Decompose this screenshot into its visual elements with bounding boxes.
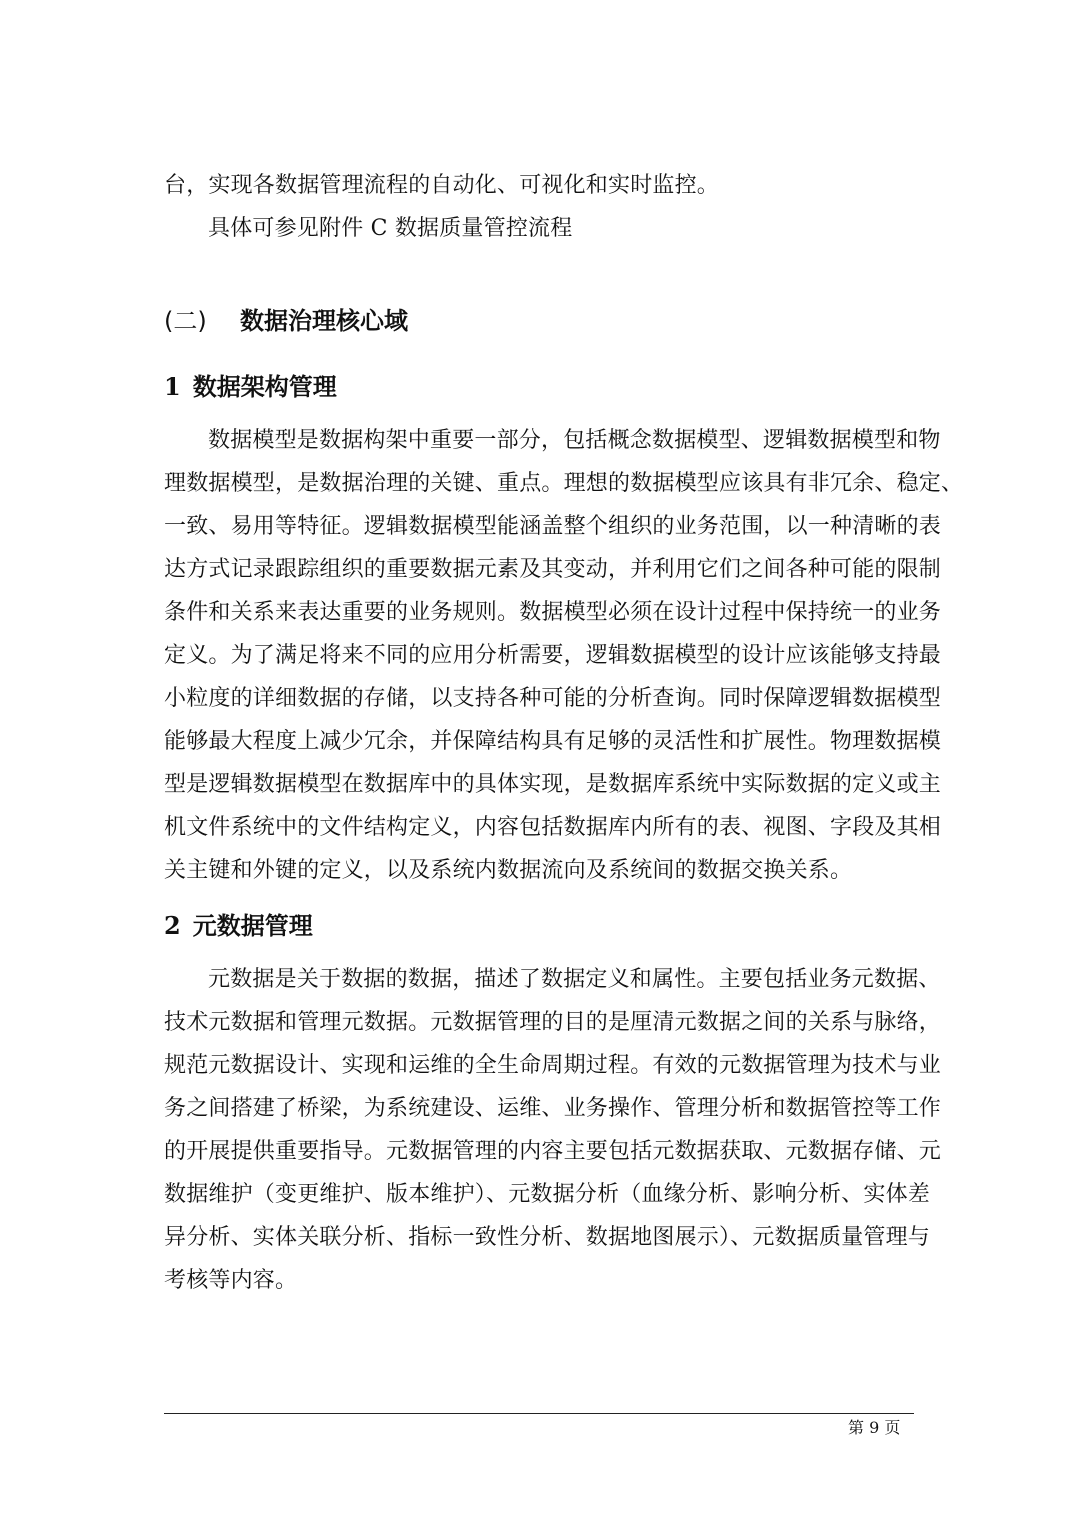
subsection-heading-1 xyxy=(164,371,337,403)
paragraph-2-line: 元数据是关于数据的数据，描述了数据定义和属性。主要包括业务元数据、 xyxy=(208,967,941,992)
section-heading xyxy=(164,305,408,337)
paragraph-2-line: 异分析、实体关联分析、指标一致性分析、数据地图展示）、元数据质量管理与 xyxy=(164,1225,931,1250)
intro-line-2: 具体可参见附件 C 数据质量管控流程 xyxy=(208,216,573,241)
paragraph-2-line: 数据维护（变更维护、版本维护）、元数据分析（血缘分析、影响分析、实体差 xyxy=(164,1182,931,1207)
paragraph-1-line: 能够最大程度上减少冗余，并保障结构具有足够的灵活性和扩展性。物理数据模 xyxy=(164,729,942,754)
page-number: 第 9 页 xyxy=(848,1418,901,1437)
paragraph-2-line: 务之间搭建了桥梁，为系统建设、运维、业务操作、管理分析和数据管控等工作 xyxy=(164,1096,942,1121)
subsection-title-1: 数据架构管理 xyxy=(192,372,337,401)
paragraph-1-line: 关主键和外键的定义，以及系统内数据流向及系统间的数据交换关系。 xyxy=(164,858,853,883)
section-number: (二) xyxy=(164,307,207,335)
paragraph-1-line: 一致、易用等特征。逻辑数据模型能涵盖整个组织的业务范围，以一种清晰的表 xyxy=(164,514,942,539)
paragraph-1-line: 定义。为了满足将来不同的应用分析需要，逻辑数据模型的设计应该能够支持最 xyxy=(164,643,942,668)
paragraph-1-line: 型是逻辑数据模型在数据库中的具体实现，是数据库系统中实际数据的定义或主 xyxy=(164,772,942,797)
paragraph-1-line: 小粒度的详细数据的存储，以支持各种可能的分析查询。同时保障逻辑数据模型 xyxy=(164,686,942,711)
paragraph-1-line: 条件和关系来表达重要的业务规则。数据模型必须在设计过程中保持统一的业务 xyxy=(164,600,942,625)
subsection-number-2: 2 xyxy=(164,911,181,940)
section-title: 数据治理核心域 xyxy=(240,307,408,335)
paragraph-1-line: 理数据模型，是数据治理的关键、重点。理想的数据模型应该具有非冗余、稳定、 xyxy=(164,471,964,496)
footer-divider xyxy=(164,1413,914,1414)
subsection-title-2: 元数据管理 xyxy=(192,911,313,940)
paragraph-1-line: 数据模型是数据构架中重要一部分，包括概念数据模型、逻辑数据模型和物 xyxy=(208,428,941,453)
paragraph-2-line: 考核等内容。 xyxy=(164,1268,298,1293)
paragraph-2-line: 规范元数据设计、实现和运维的全生命周期过程。有效的元数据管理为技术与业 xyxy=(164,1053,942,1078)
paragraph-2-line: 技术元数据和管理元数据。元数据管理的目的是厘清元数据之间的关系与脉络， xyxy=(164,1010,942,1035)
paragraph-1-line: 机文件系统中的文件结构定义，内容包括数据库内所有的表、视图、字段及其相 xyxy=(164,815,942,840)
paragraph-2-line: 的开展提供重要指导。元数据管理的内容主要包括元数据获取、元数据存储、元 xyxy=(164,1139,942,1164)
subsection-heading-2 xyxy=(164,910,313,942)
subsection-number-1: 1 xyxy=(164,372,181,401)
intro-line-1: 台，实现各数据管理流程的自动化、可视化和实时监控。 xyxy=(164,173,720,198)
paragraph-1-line: 达方式记录跟踪组织的重要数据元素及其变动，并利用它们之间各种可能的限制 xyxy=(164,557,942,582)
